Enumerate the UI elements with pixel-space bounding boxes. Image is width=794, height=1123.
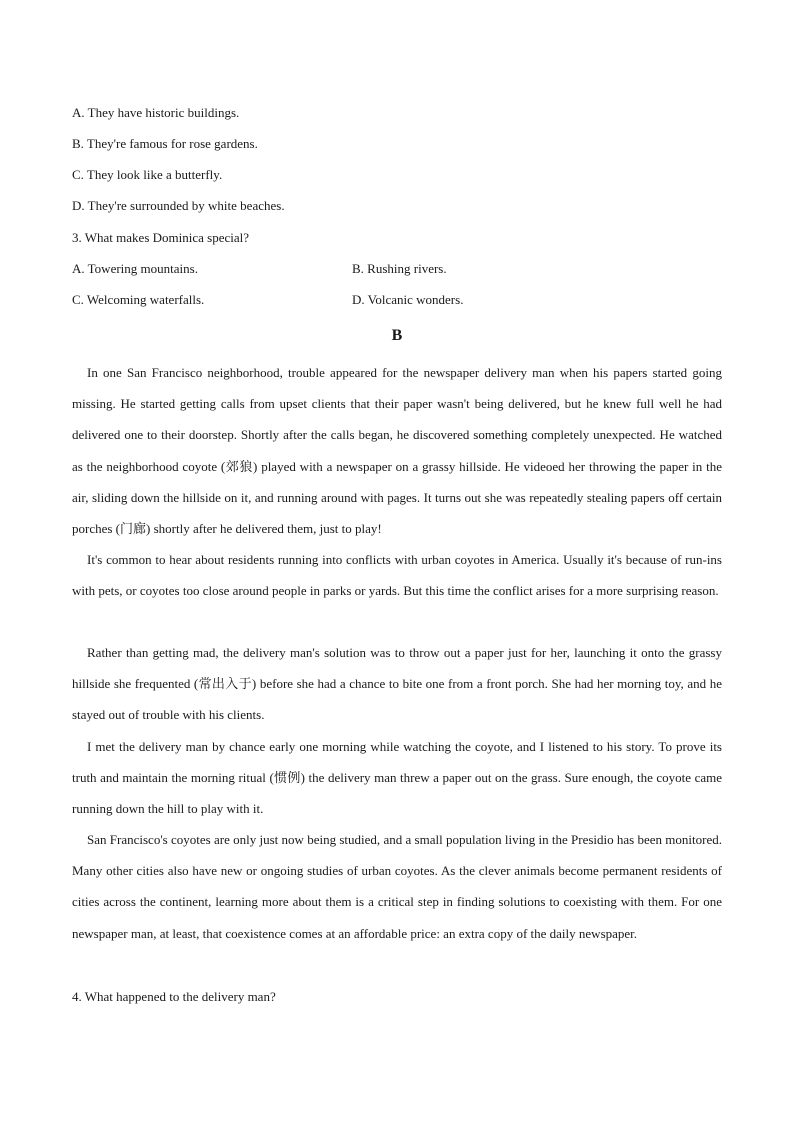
q2-option-c: C. They look like a butterfly. xyxy=(72,167,223,182)
passage-paragraph-3: Rather than getting mad, the delivery man's solution was to throw out a paper just for her, launching it onto the grassy hillside she frequented (常出入于) before she had a chance to bite one from a front porch. She had her morning toy, and he stayed out of trouble with his clients. xyxy=(72,645,722,723)
passage-paragraph-4: I met the delivery man by chance early one morning while watching the coyote, and I listened to his story. To prove its truth and maintain the morning ritual (惯例) the delivery man threw a paper out on the grass. Sure enough, the coyote came running down the hill to play with it. xyxy=(72,739,722,817)
passage-paragraph-1: In one San Francisco neighborhood, trouble appeared for the newspaper delivery man when his papers started going missing. He started getting calls from upset clients that their paper wasn't being delivered, but he knew full well he had delivered one to their doorstep. Shortly after the calls began, he discovered something completely unexpected. He watched as the neighborhood coyote (郊狼) played with a newspaper on a grassy hillside. He videoed her throwing the paper in the air, sliding down the hillside on it, and running around with pages. It turns out she was repeatedly stealing papers off certain porches (门廊) shortly after he delivered them, just to play! xyxy=(72,365,722,537)
q4-question: 4. What happened to the delivery man? xyxy=(72,989,276,1004)
q3-option-c: C. Welcoming waterfalls. xyxy=(72,292,205,307)
q2-option-a: A. They have historic buildings. xyxy=(72,105,240,120)
q3-option-b: B. Rushing rivers. xyxy=(352,261,447,276)
q3-question: 3. What makes Dominica special? xyxy=(72,230,250,245)
q2-option-b: B. They're famous for rose gardens. xyxy=(72,136,258,151)
passage-paragraph-5: San Francisco's coyotes are only just now being studied, and a small population living in the Presidio has been monitored. Many other cities also have new or ongoing studies of urban coyotes. As the clever animals become permanent residents of cities across the continent, learning more about them is a critical step in finding solutions to coexisting with them. For one newspaper man, at least, that coexistence comes at an affordable price: an extra copy of the daily newspaper. xyxy=(72,832,722,941)
q3-option-a: A. Towering mountains. xyxy=(72,261,198,276)
q3-option-d: D. Volcanic wonders. xyxy=(352,292,464,307)
section-heading: B xyxy=(391,327,403,344)
q2-option-d: D. They're surrounded by white beaches. xyxy=(72,198,285,213)
passage-paragraph-2: It's common to hear about residents running into conflicts with urban coyotes in America. Usually it's because of run-ins with pets, or coyotes too close around people in parks or yards. But this time the conflict arises for a more surprising reason. xyxy=(72,552,722,599)
